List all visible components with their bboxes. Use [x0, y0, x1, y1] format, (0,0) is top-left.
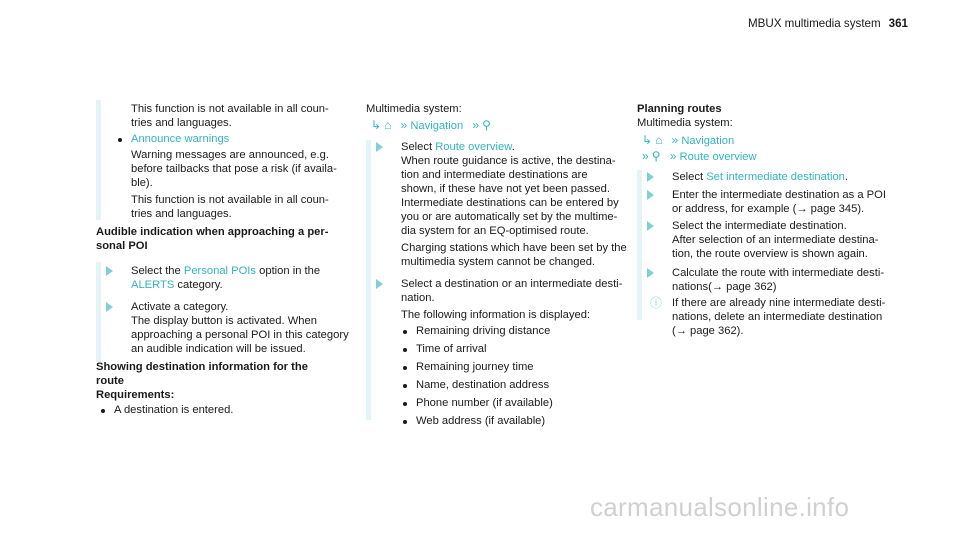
text-line: Intermediate destinations can be entered by: [401, 197, 619, 209]
text-line: or address, for example (→ page 345).: [672, 203, 865, 215]
bullet: [403, 384, 407, 388]
step-text: Select Route overview.: [401, 141, 515, 153]
text-line: After selection of an intermediate destina-: [672, 234, 879, 246]
bullet: [403, 348, 407, 352]
text-line: ble).: [131, 177, 153, 189]
route-icon: ⚲: [482, 118, 491, 132]
text-line: you or are automatically set by the multime-: [401, 211, 618, 223]
text-line: nation.: [401, 292, 435, 304]
list-item: Name, destination address: [416, 379, 550, 391]
bullet: [101, 409, 105, 413]
text-line: tries and languages.: [131, 208, 232, 220]
chevron-right-icon: »: [472, 118, 479, 132]
section-heading: route: [96, 375, 124, 387]
text-line: tion and intermediate destinations are: [401, 169, 588, 181]
list-item: Remaining driving distance: [416, 325, 551, 337]
text-line: This function is not available in all coun-: [131, 194, 329, 206]
text-line: Activate a category.: [131, 301, 229, 313]
text-line: The display button is activated. When: [131, 315, 317, 327]
route-arrow-icon: ↳: [371, 118, 382, 132]
chevron-right-icon: »: [642, 149, 649, 163]
bullet: [403, 330, 407, 334]
nav-path: [642, 133, 734, 148]
route-arrow-icon: ↳: [642, 133, 653, 147]
step-arrow-icon: [106, 266, 113, 276]
bullet: [118, 138, 122, 142]
list-item: Web address (if available): [416, 415, 546, 427]
text-line: Select the intermediate destination.: [672, 220, 847, 232]
text-line: Calculate the route with intermediate desti-: [672, 267, 885, 279]
watermark: carmanualsonline.info: [590, 492, 850, 522]
list-item: Phone number (if available): [416, 397, 553, 409]
page-number: 361: [888, 17, 908, 30]
page-header: [748, 17, 908, 31]
step-arrow-icon: [647, 190, 654, 200]
chevron-right-icon: »: [400, 118, 408, 132]
alerts-link[interactable]: ALERTS: [131, 279, 175, 291]
text-line: tries and languages.: [131, 117, 232, 129]
instruction-bar: [366, 140, 371, 420]
instruction-bar: [96, 262, 101, 362]
text-line: Multimedia system:: [366, 103, 462, 115]
section-heading: Showing destination information for the: [96, 361, 308, 373]
header-title: MBUX multimedia system: [747, 17, 881, 30]
text-line: shown, if these have not yet been passed.: [401, 183, 610, 195]
text-line: If there are already nine intermediate desti-: [672, 297, 886, 309]
step-text: Select the Personal POIs option in the: [131, 265, 321, 277]
text-line: tion, the route overview is shown again.: [672, 248, 868, 260]
text-line: Charging stations which have been set by the: [401, 242, 627, 254]
navigation-link[interactable]: Navigation: [681, 135, 735, 147]
text-line: Multimedia system:: [637, 117, 733, 129]
info-icon: ⓘ: [650, 296, 663, 310]
requirements-label: Requirements:: [96, 389, 175, 401]
instruction-bar: [637, 170, 642, 320]
chevron-right-icon: »: [671, 133, 679, 147]
section-heading: sonal POI: [96, 240, 148, 252]
step-arrow-icon: [106, 302, 113, 312]
nav-path: [642, 149, 757, 164]
nav-path: [371, 118, 491, 133]
route-overview-link[interactable]: Route overview: [435, 141, 512, 153]
bullet: [403, 402, 407, 406]
list-item: Remaining journey time: [416, 361, 534, 373]
announce-warnings-link[interactable]: Announce warnings: [131, 133, 230, 145]
text-line: Warning messages are announced, e.g.: [131, 149, 329, 161]
instruction-bar: [96, 100, 101, 220]
text-line: Select a destination or an intermediate desti-: [401, 278, 623, 290]
text-line: an audible indication will be issued.: [131, 343, 306, 355]
text-line: The following information is displayed:: [401, 309, 591, 321]
set-intermediate-destination-link[interactable]: Set intermediate destination: [706, 171, 845, 183]
bullet: [403, 420, 407, 424]
text-line: nations(→ page 362): [672, 281, 777, 293]
bullet: [403, 366, 407, 370]
text-line: multimedia system cannot be changed.: [401, 256, 596, 268]
text-line: approaching a personal POI in this category: [131, 329, 349, 341]
section-heading: Planning routes: [637, 103, 722, 115]
text-line: before tailbacks that pose a risk (if availa-: [131, 163, 337, 175]
navigation-link[interactable]: Navigation: [410, 120, 464, 132]
step-text: ALERTS category.: [131, 279, 223, 291]
route-icon: ⚲: [651, 149, 661, 163]
step-arrow-icon: [647, 221, 654, 231]
chevron-right-icon: »: [669, 149, 677, 163]
personal-pois-link[interactable]: Personal POIs: [183, 265, 257, 277]
section-heading: Audible indication when approaching a per-: [96, 226, 329, 238]
step-arrow-icon: [376, 142, 383, 152]
list-item: Time of arrival: [416, 343, 487, 355]
step-text: Select Set intermediate destination.: [672, 171, 848, 183]
route-overview-link[interactable]: Route overview: [679, 151, 757, 163]
text-line: (→ page 362).: [672, 325, 744, 337]
step-arrow-icon: [647, 268, 654, 278]
text-line: This function is not available in all coun-: [131, 103, 329, 115]
text-line: A destination is entered.: [114, 404, 234, 416]
step-arrow-icon: [647, 172, 654, 182]
step-arrow-icon: [376, 279, 383, 289]
text-line: Enter the intermediate destination as a POI: [672, 189, 886, 201]
text-line: When route guidance is active, the destina-: [401, 155, 616, 167]
text-line: nations, delete an intermediate destination: [672, 311, 883, 323]
text-line: dia system for an EQ-optimised route.: [401, 225, 589, 237]
home-icon: ⌂: [384, 118, 392, 132]
home-icon: ⌂: [655, 133, 663, 147]
